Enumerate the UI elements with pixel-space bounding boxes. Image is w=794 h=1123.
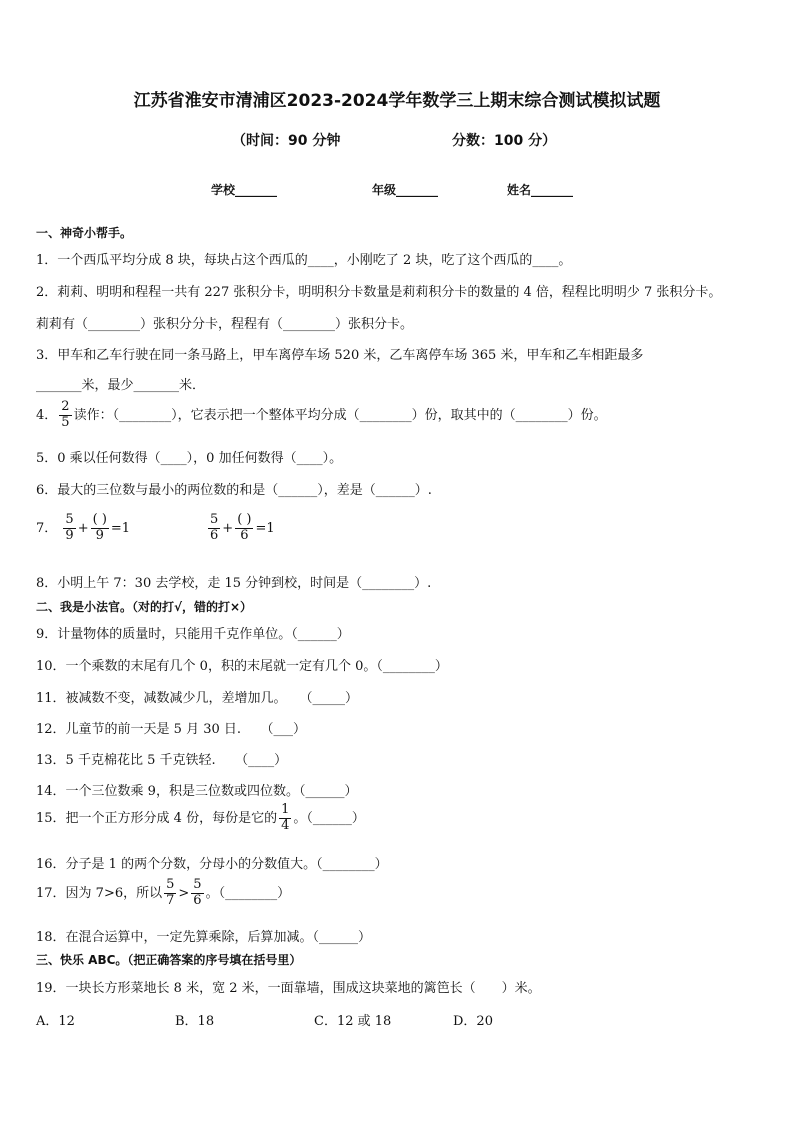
question-15 bbox=[36, 803, 365, 834]
school-field: 学校_______ bbox=[211, 183, 278, 197]
fraction-denominator: 6 bbox=[193, 892, 202, 908]
question-15-text: 15．把一个正方形分成 4 份，每份是它的 bbox=[36, 810, 278, 826]
fraction-one-quarter bbox=[279, 803, 291, 834]
section-1-heading: 一、神奇小帮手。 bbox=[36, 226, 133, 240]
question-18: 18．在混合运算中，一定先算乘除，后算加减。（______） bbox=[36, 930, 372, 945]
section-3-heading: 三、快乐 ABC。（把正确答案的序号填在括号里） bbox=[36, 953, 302, 967]
fraction-numerator: 5 bbox=[166, 877, 175, 892]
option-b: B．18 bbox=[175, 1014, 215, 1029]
question-5: 5．0 乘以任何数得（____），0 加任何数得（____）。 bbox=[36, 451, 343, 466]
question-14: 14．一个三位数乘 9，积是三位数或四位数。（______） bbox=[36, 784, 358, 799]
question-16: 16．分子是 1 的两个分数，分母小的分数值大。（________） bbox=[36, 857, 388, 872]
question-1: 1．一个西瓜平均分成 8 块，每块占这个西瓜的____，小刚吃了 2 块，吃了这个西瓜的____。 bbox=[36, 253, 572, 268]
option-a: A．12 bbox=[36, 1014, 75, 1029]
fraction-denominator: 5 bbox=[61, 414, 70, 430]
fraction-denominator: 6 bbox=[240, 527, 249, 543]
question-3-line-2: _______米，最少_______米． bbox=[36, 378, 206, 393]
question-15-answer-blank: 。（______） bbox=[293, 810, 365, 826]
equation-7a: $\frac{5}{9}$ + $\frac{( )}{9}$ =1 bbox=[65, 512, 131, 543]
question-6: 6．最大的三位数与最小的两位数的和是（______），差是（______）. bbox=[36, 483, 432, 498]
option-d: D．20 bbox=[453, 1014, 493, 1029]
name-field: 姓名_______ bbox=[507, 183, 574, 197]
question-4 bbox=[36, 400, 607, 431]
question-19: 19．一块长方形菜地长 8 米，宽 2 米，一面靠墙，围成这块菜地的篱笆长（ ）米。 bbox=[36, 981, 541, 996]
fraction-denominator: 9 bbox=[65, 527, 74, 543]
fraction-numerator: 1 bbox=[281, 802, 290, 817]
fraction-denominator: 4 bbox=[281, 817, 290, 833]
question-12: 12．儿童节的前一天是 5 月 30 日. （___） bbox=[36, 722, 307, 737]
question-10: 10．一个乘数的末尾有几个 0，积的末尾就一定有几个 0。（________） bbox=[36, 659, 448, 674]
question-17-answer-blank: 。（________） bbox=[205, 885, 291, 901]
exam-score: 分数：100 分） bbox=[452, 133, 557, 149]
fraction-numerator: 5 bbox=[193, 877, 202, 892]
question-2-line-1: 2．莉莉、明明和程程一共有 227 张积分卡，明明积分卡数量是莉莉积分卡的数量的 4 倍，程程比明明少 7 张积分卡。 bbox=[36, 285, 722, 300]
question-17-text: 17．因为 7>6，所以 bbox=[36, 885, 163, 901]
question-7 bbox=[36, 513, 130, 544]
section-2-heading: 二、我是小法官。（对的打√，错的打×） bbox=[36, 600, 253, 614]
equation-result: =1 bbox=[110, 520, 131, 536]
fraction-numerator: 5 bbox=[210, 512, 219, 527]
fraction-two-fifths bbox=[59, 400, 71, 431]
question-3-line-1: 3．甲车和乙车行驶在同一条马路上，甲车离停车场 520 米，乙车离停车场 365 米，甲车和乙车相距最多 bbox=[36, 348, 644, 363]
question-4-number: 4． bbox=[36, 407, 58, 423]
fraction-numerator: ( ) bbox=[92, 512, 107, 527]
option-c: C．12 或 18 bbox=[314, 1014, 392, 1029]
fraction-denominator: 9 bbox=[95, 527, 104, 543]
question-2-line-2: 莉莉有（________）张积分分卡，程程有（________）张积分卡。 bbox=[36, 317, 414, 332]
question-13: 13．5 千克棉花比 5 千克铁轻. （____） bbox=[36, 753, 288, 768]
comparison-operator: > bbox=[178, 885, 190, 901]
question-8: 8．小明上午 7：30 去学校，走 15 分钟到校，时间是（________）. bbox=[36, 576, 432, 591]
exam-title: 江苏省淮安市清浦区2023-2024学年数学三上期末综合测试模拟试题 bbox=[133, 91, 661, 111]
question-17 bbox=[36, 878, 290, 909]
fraction-numerator: ( ) bbox=[237, 512, 252, 527]
equation-7b: $\frac{5}{6}$ + $\frac{( )}{6}$ =1 bbox=[210, 512, 275, 543]
question-7-number: 7． bbox=[36, 520, 58, 536]
exam-time: （时间：90 分钟 bbox=[232, 133, 341, 149]
fraction-denominator: 7 bbox=[166, 892, 175, 908]
fraction-numerator: 5 bbox=[65, 512, 74, 527]
question-11: 11．被减数不变，减数减少几，差增加几。 （_____） bbox=[36, 691, 359, 706]
question-4-text: 读作：（________），它表示把一个整体平均分成（________）份，取其中的（________）份。 bbox=[73, 407, 607, 423]
fraction-numerator: 2 bbox=[61, 399, 70, 414]
grade-field: 年级_______ bbox=[372, 183, 439, 197]
question-9: 9．计量物体的质量时，只能用千克作单位。（______） bbox=[36, 627, 350, 642]
fraction-denominator: 6 bbox=[210, 527, 219, 543]
equation-result: =1 bbox=[255, 520, 275, 536]
